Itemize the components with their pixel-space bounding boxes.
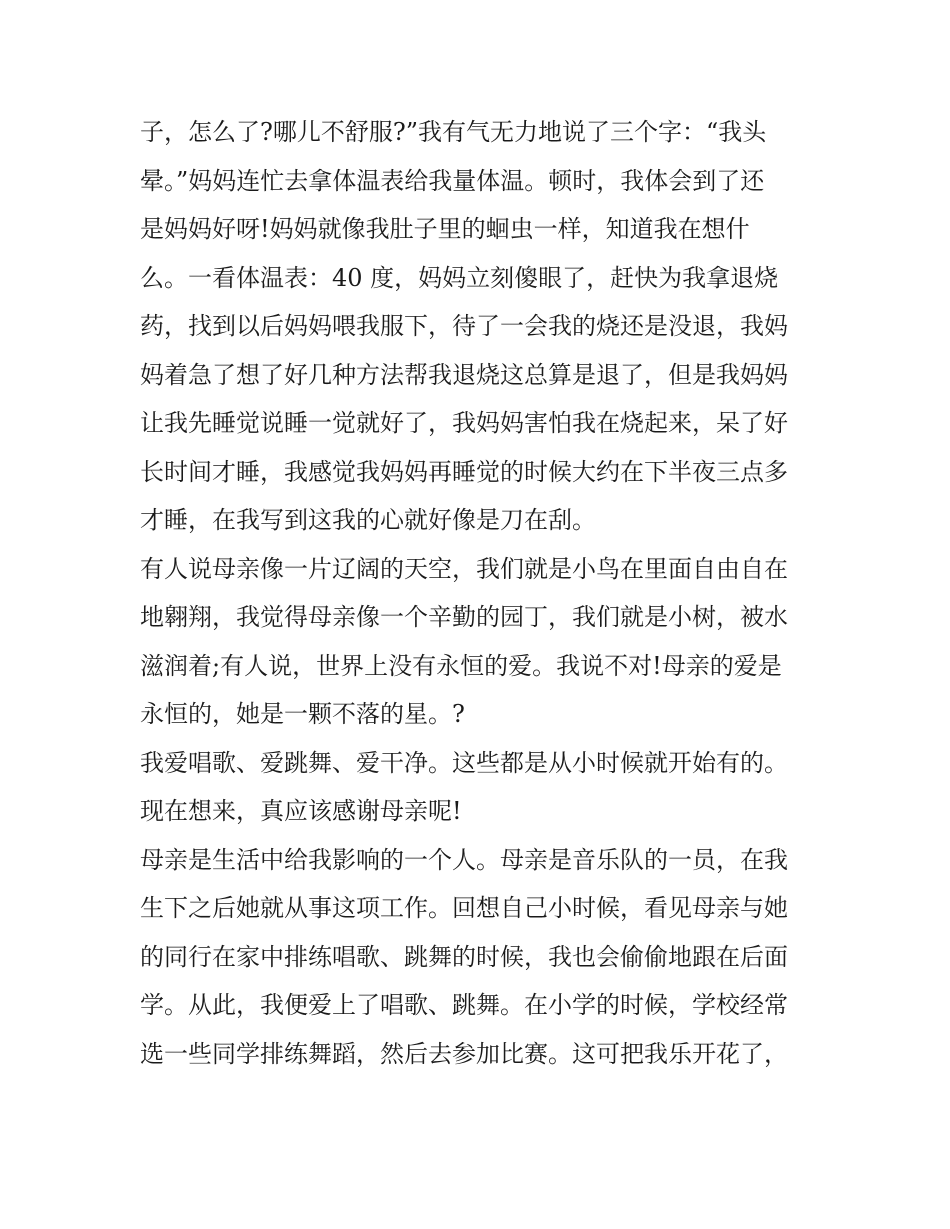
text-line: 选一些同学排练舞蹈，然后去参加比赛。这可把我乐开花了， (140, 1039, 788, 1068)
text-line: 晕。”妈妈连忙去拿体温表给我量体温。顿时，我体会到了还 (140, 166, 765, 195)
text-line: 的同行在家中排练唱歌、跳舞的时候，我也会偷偷地跟在后面 (140, 942, 788, 971)
text-line: 么。一看体温表：40 度，妈妈立刻傻眼了，赶快为我拿退烧 (140, 263, 779, 292)
text-line: 药，找到以后妈妈喂我服下，待了一会我的烧还是没退，我妈 (140, 312, 788, 340)
text-line: 有人说母亲像一片辽阔的天空，我们就是小鸟在里面自由自在 (140, 554, 788, 583)
text-line: 永恒的，她是一颗不落的星。? (140, 700, 465, 728)
text-line: 滋润着;有人说，世界上没有永恒的爱。我说不对!母亲的爱是 (140, 651, 782, 680)
text-line: 我爱唱歌、爱跳舞、爱干净。这些都是从小时候就开始有的。 (140, 748, 788, 777)
text-line: 妈着急了想了好几种方法帮我退烧这总算是退了，但是我妈妈 (140, 360, 788, 389)
text-line: 现在想来，真应该感谢母亲呢! (140, 797, 462, 825)
text-line: 才睡，在我写到这我的心就好像是刀在刮。 (140, 506, 596, 534)
document-body (140, 108, 820, 1078)
text-line: 让我先睡觉说睡一觉就好了，我妈妈害怕我在烧起来，呆了好 (140, 409, 788, 437)
text-line: 生下之后她就从事这项工作。回想自己小时候，看见母亲与她 (140, 894, 788, 922)
text-line: 长时间才睡，我感觉我妈妈再睡觉的时候大约在下半夜三点多 (140, 457, 788, 486)
text-line: 是妈妈好呀!妈妈就像我肚子里的蛔虫一样，知道我在想什 (140, 215, 750, 243)
text-line: 子，怎么了?哪儿不舒服?”我有气无力地说了三个字：“我头 (140, 118, 767, 146)
text-line: 地翱翔，我觉得母亲像一个辛勤的园丁，我们就是小树，被水 (140, 603, 788, 631)
text-line: 母亲是生活中给我影响的一个人。母亲是音乐队的一员，在我 (140, 845, 788, 874)
text-line: 学。从此，我便爱上了唱歌、跳舞。在小学的时候，学校经常 (140, 991, 788, 1019)
